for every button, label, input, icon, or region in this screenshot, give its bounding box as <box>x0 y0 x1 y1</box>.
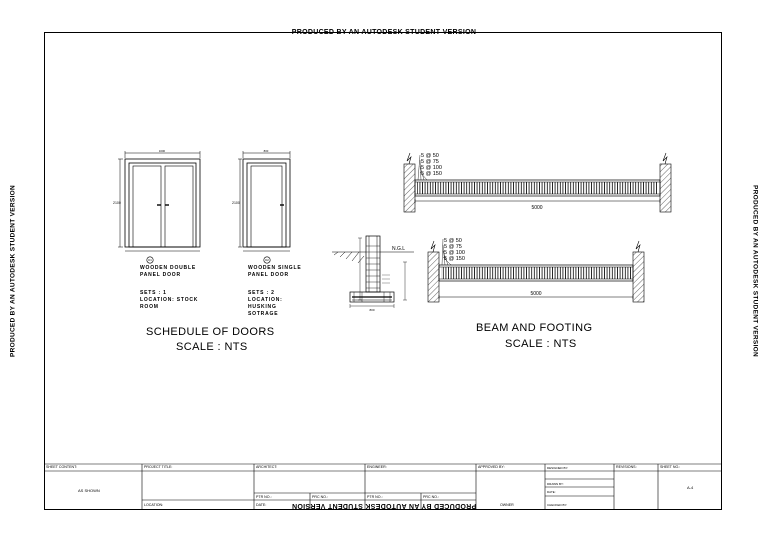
door-2-info: SETS : 2 LOCATION: HUSKING SOTRAGE <box>248 290 283 317</box>
tb-drawn-by: DRAWN BY: <box>547 482 564 486</box>
beam-footing-title: BEAM AND FOOTING <box>476 322 593 334</box>
tb-engineer-ptr: PTR NO.: <box>367 495 383 499</box>
beam-1-span-dim: 5000 <box>531 205 543 211</box>
svg-text:5 @ 100: 5 @ 100 <box>421 165 442 171</box>
tb-architect-ptr: PTR NO.: <box>256 495 272 499</box>
beam-2-span-dim: 5000 <box>530 291 542 297</box>
svg-text:5 @ 50: 5 @ 50 <box>421 153 439 159</box>
beam-footing-scale: SCALE : NTS <box>505 338 577 350</box>
svg-text:5 @ 150: 5 @ 150 <box>421 171 442 177</box>
door-2-height-dim: 2100 <box>232 201 240 205</box>
tb-location: LOCATION: <box>144 503 164 507</box>
tb-sheet-no: SHEET NO.: <box>660 465 681 469</box>
door-1-width-dim: 1600 <box>158 149 166 153</box>
doors-title: SCHEDULE OF DOORS <box>146 326 275 338</box>
watermark-bottom: PRODUCED BY AN AUTODESK STUDENT VERSION <box>291 502 477 509</box>
door-1-elevation <box>118 151 200 263</box>
tb-sheet-content: SHEET CONTENT: <box>46 465 77 469</box>
tb-date: DATE: <box>256 503 267 507</box>
beam-1-stirrup-labels <box>421 153 442 177</box>
svg-text:5 @ 150: 5 @ 150 <box>444 256 465 262</box>
door-2-elevation <box>238 151 290 263</box>
tb-sheet-number: A-4 <box>687 485 694 490</box>
tb-checked-by: CHECKED BY: <box>547 503 568 507</box>
tb-architect: ARCHITECT: <box>256 465 278 469</box>
door-2-width-dim: 800 <box>263 149 269 153</box>
door-1-tag: D1 <box>148 258 152 263</box>
svg-text:5 @ 50: 5 @ 50 <box>444 238 462 244</box>
tb-engineer: ENGINEER: <box>367 465 387 469</box>
watermark-right: PRODUCED BY AN AUTODESK STUDENT VERSION <box>751 184 759 358</box>
tb-approved-by: APPROVED BY: <box>478 465 505 469</box>
footing-width-dim: 800 <box>369 308 375 312</box>
beam-1-detail <box>404 153 671 212</box>
tb-date-small: DATE: <box>547 490 556 494</box>
tb-as-shown: AS SHOWN <box>78 488 100 493</box>
watermark-left: PRODUCED BY AN AUTODESK STUDENT VERSION <box>9 184 17 358</box>
svg-text:5 @ 100: 5 @ 100 <box>444 250 465 256</box>
tb-project-title: PROJECT TITLE: <box>144 465 173 469</box>
svg-text:5 @ 75: 5 @ 75 <box>444 244 462 250</box>
tb-architect-prc: PRC NO.: <box>312 495 328 499</box>
tb-owner: OWNER <box>500 503 514 507</box>
svg-text:5 @ 75: 5 @ 75 <box>421 159 439 165</box>
door-2-name: WOODEN SINGLE PANEL DOOR <box>248 265 302 278</box>
door-1-info: SETS : 1 LOCATION: STOCK ROOM <box>140 290 199 310</box>
tb-designed-by: DESIGNED BY: <box>547 466 569 470</box>
door-2-tag: D2 <box>265 258 269 263</box>
tb-engineer-prc: PRC NO.: <box>423 495 439 499</box>
door-1-name: WOODEN DOUBLE PANEL DOOR <box>140 265 196 278</box>
tb-revisions: REVISIONS: <box>616 465 637 469</box>
watermark-top: PRODUCED BY AN AUTODESK STUDENT VERSION <box>291 29 477 36</box>
ngl-label: N.G.L <box>392 246 406 252</box>
beam-2-stirrup-labels <box>444 238 465 262</box>
door-1-height-dim: 2100 <box>113 201 121 205</box>
doors-scale: SCALE : NTS <box>176 341 248 353</box>
